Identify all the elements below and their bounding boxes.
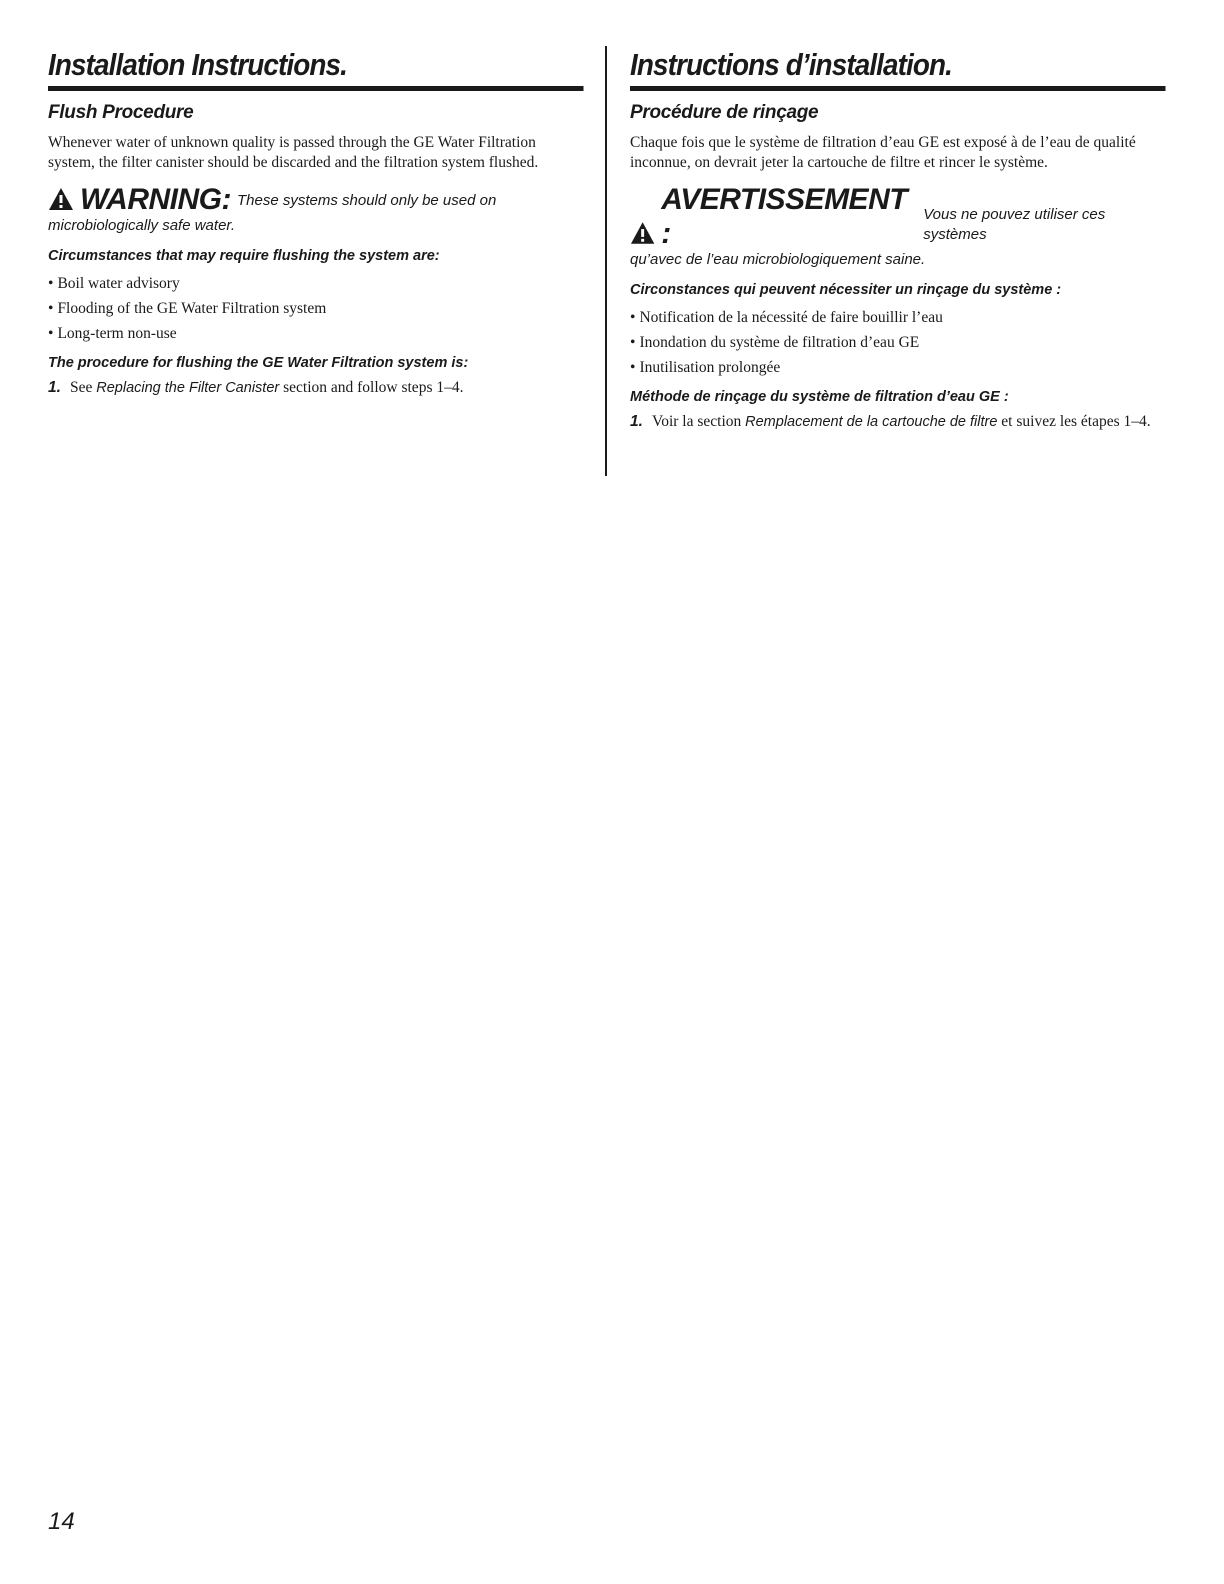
warning-block bbox=[48, 183, 584, 235]
section-title-fr: Procédure de rinçage bbox=[630, 102, 819, 123]
step-reference: Replacing the Filter Canister bbox=[96, 380, 280, 396]
bullet-dot-icon: • bbox=[630, 359, 636, 376]
step-text-fr: Voir la section Remplacement de la cartouche de filtre et suivez les étapes 1–4. bbox=[652, 413, 1151, 430]
bullet-dot-icon: • bbox=[48, 275, 54, 292]
list-item: • Notification de la nécessité de faire bouillir l’eau bbox=[630, 309, 943, 326]
warning-label: WARNING: bbox=[80, 183, 231, 216]
warning-text-continued-fr: qu’avec de l’eau microbiologiquement saine. bbox=[630, 251, 926, 268]
english-column bbox=[48, 46, 584, 398]
warning-text-continued: microbiologically safe water. bbox=[48, 217, 236, 234]
warning-triangle-icon bbox=[48, 187, 74, 211]
step-number-fr: 1. bbox=[630, 413, 643, 430]
procedure-heading-fr: Méthode de rinçage du système de filtration d’eau GE : bbox=[630, 389, 1009, 405]
page-title-fr: Instructions d’installation. bbox=[630, 46, 1165, 91]
page-title: Installation Instructions. bbox=[48, 46, 583, 91]
warning-text: These systems should only be used on bbox=[236, 192, 497, 209]
bullet-dot-icon: • bbox=[630, 334, 636, 351]
list-item: • Inutilisation prolongée bbox=[630, 359, 781, 376]
page-number: 14 bbox=[48, 1508, 75, 1535]
bullet-dot-icon: • bbox=[48, 325, 54, 342]
circumstances-heading: Circumstances that may require flushing the system are: bbox=[48, 248, 440, 264]
bullet-dot-icon: • bbox=[48, 300, 54, 317]
intro-paragraph-fr: Chaque fois que le système de filtration d’eau GE est exposé à de l’eau de qualité inconnue, on devrait jeter la cartouche de filtre et rincer le système. bbox=[630, 134, 1136, 171]
section-title: Flush Procedure bbox=[48, 102, 194, 123]
procedure-step bbox=[48, 378, 584, 398]
warning-label-fr: AVERTISSEMENT : bbox=[661, 183, 908, 250]
circumstances-heading-fr: Circonstances qui peuvent nécessiter un rinçage du système : bbox=[630, 282, 1062, 298]
warning-text-fr: Vous ne pouvez utiliser ces systèmes bbox=[923, 206, 1106, 243]
procedure-heading: The procedure for flushing the GE Water Filtration system is: bbox=[48, 355, 469, 371]
procedure-step-fr bbox=[630, 412, 1166, 432]
list-item: • Inondation du système de filtration d’eau GE bbox=[630, 334, 920, 351]
step-text: See Replacing the Filter Canister section and follow steps 1–4. bbox=[70, 379, 464, 396]
intro-paragraph: Whenever water of unknown quality is passed through the GE Water Filtration system, the filter canister should be discarded and the filtration system flushed. bbox=[48, 134, 539, 171]
step-number: 1. bbox=[48, 379, 61, 396]
list-item: • Flooding of the GE Water Filtration system bbox=[48, 300, 327, 317]
circumstances-list-fr bbox=[630, 305, 1166, 380]
circumstances-list bbox=[48, 271, 584, 346]
french-column bbox=[630, 46, 1166, 432]
step-reference-fr: Remplacement de la cartouche de filtre bbox=[745, 414, 998, 430]
warning-triangle-icon bbox=[630, 221, 655, 245]
list-item: • Long-term non-use bbox=[48, 325, 177, 342]
bullet-dot-icon: • bbox=[630, 309, 636, 326]
column-divider bbox=[605, 46, 607, 476]
list-item: • Boil water advisory bbox=[48, 275, 180, 292]
warning-block-fr bbox=[630, 183, 1166, 269]
